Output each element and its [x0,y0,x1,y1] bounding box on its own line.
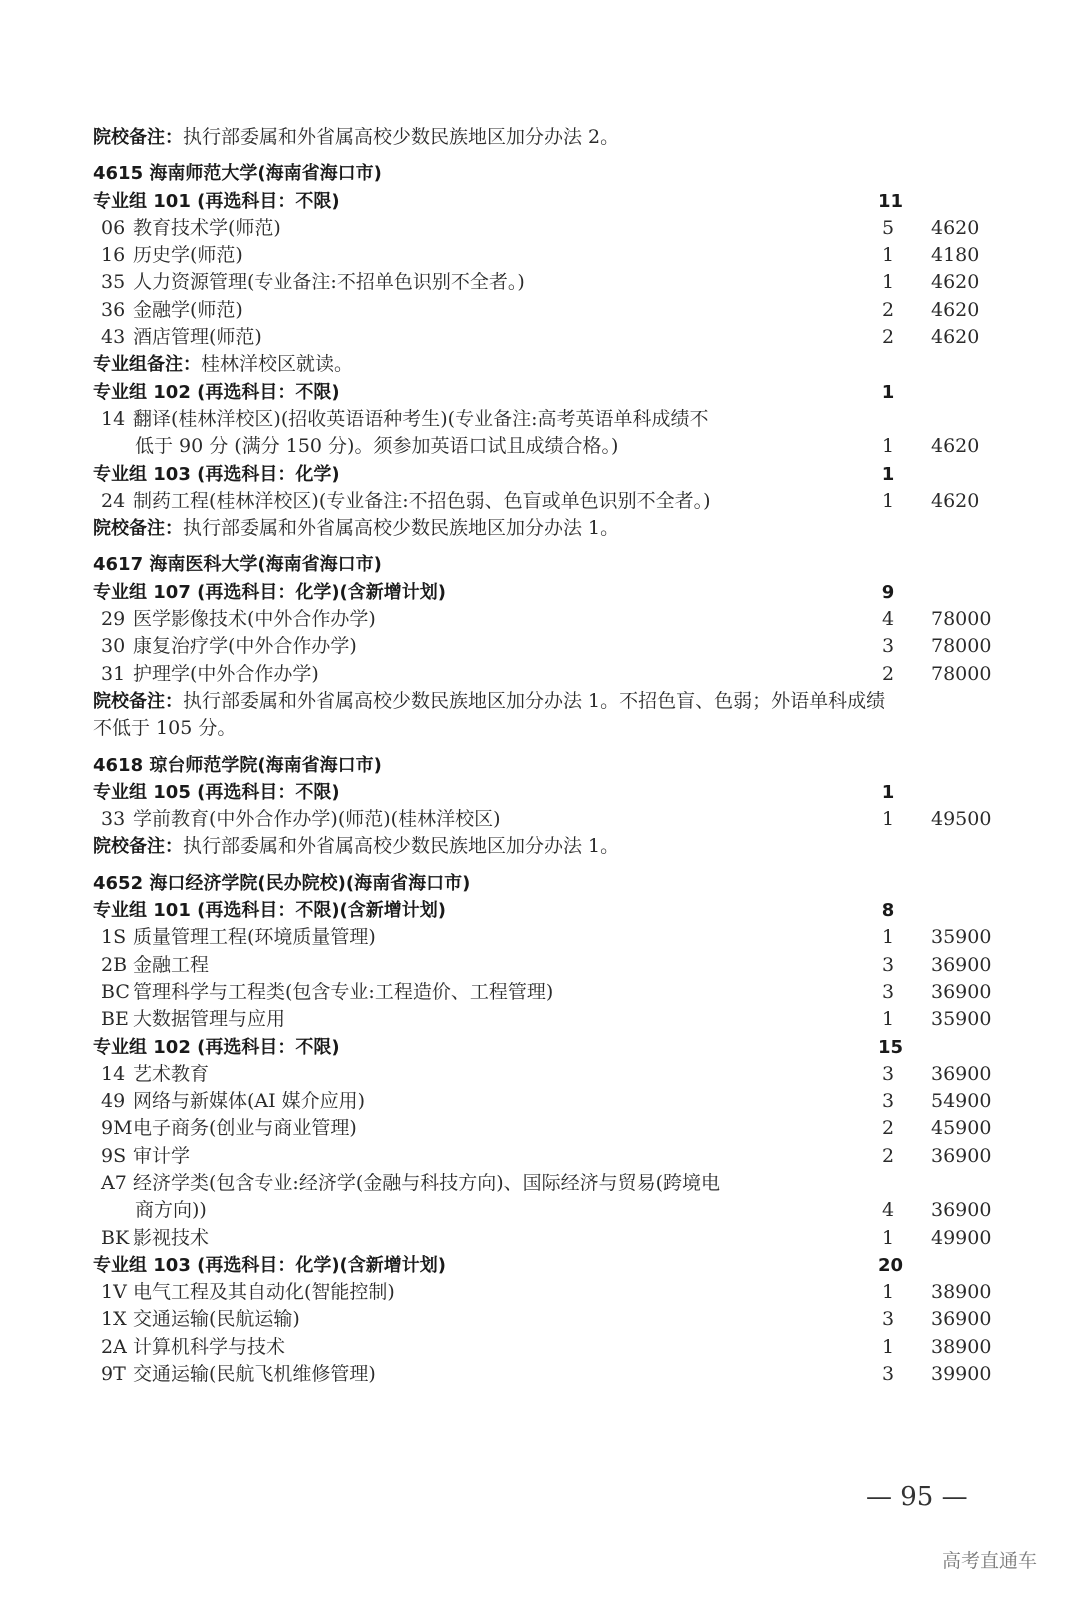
major-name: 交通运输(民航飞机维修管理) [133,1363,376,1386]
major-count: 1 [881,244,895,267]
major-group-heading [93,1034,1003,1061]
major-name: 电气工程及其自动化(智能控制) [133,1281,395,1304]
major-code: 31 [101,662,126,685]
major-name: 影视技术 [133,1226,210,1249]
major-code: 29 [101,608,126,631]
major-name: 学前教育(中外合作办学)(师范)(桂林洋校区) [133,808,501,831]
major-fee: 35900 [931,1008,992,1031]
major-code: 9T [101,1363,126,1386]
major-name: 历史学(师范) [133,244,243,267]
major-group-heading [93,1252,1003,1279]
major-code: 9S [101,1144,127,1167]
major-code: 24 [101,489,126,512]
major-fee: 4620 [931,298,980,321]
major-row [93,1143,1003,1170]
major-fee: 4620 [931,489,980,512]
major-fee: 45900 [931,1117,992,1140]
major-name: 金融工程 [133,953,210,976]
major-row [93,1361,1003,1388]
major-fee: 4620 [931,435,980,458]
major-name-continued: 商方向)) [135,1199,207,1222]
group-count: 1 [881,781,895,803]
major-name: 网络与新媒体(AI 媒介应用) [133,1090,366,1113]
major-group-heading [93,897,1003,924]
major-row [93,406,1003,433]
major-row [93,1115,1003,1142]
major-count: 1 [881,1226,895,1249]
major-count: 3 [881,635,895,658]
major-name: 交通运输(民航运输) [133,1308,300,1331]
group-title: 专业组 102 (再选科目：不限) [93,1036,340,1058]
major-row [93,806,1003,833]
major-fee: 4620 [931,326,980,349]
group-count: 20 [878,1254,904,1276]
major-name: 质量管理工程(环境质量管理) [133,926,376,949]
major-fee: 39900 [931,1363,992,1386]
major-code: 16 [101,244,126,267]
group-note [93,351,1003,378]
major-count: 5 [881,216,895,239]
major-name: 管理科学与工程类(包含专业:工程造价、工程管理) [133,980,554,1003]
group-title: 专业组 102 (再选科目：不限) [93,381,340,403]
page-number: — 95 — [866,1482,968,1512]
major-name: 审计学 [133,1144,191,1167]
major-row [93,269,1003,296]
major-count: 3 [881,1363,895,1386]
major-row [93,242,1003,269]
major-count: 3 [881,980,895,1003]
major-fee: 4620 [931,271,980,294]
major-name: 康复治疗学(中外合作办学) [133,635,357,658]
watermark: 高考直通车 [942,1550,1038,1572]
major-fee: 36900 [931,953,992,976]
group-count: 8 [881,900,895,922]
group-title: 专业组 103 (再选科目：化学) [93,463,340,485]
school-note-continued [93,715,1003,742]
major-code: 33 [101,808,126,831]
major-code: 14 [101,407,126,430]
group-title: 专业组 107 (再选科目：化学)(含新增计划) [93,581,447,603]
major-code: 1V [101,1281,127,1304]
major-name: 电子商务(创业与商业管理) [133,1117,357,1140]
group-count: 11 [878,190,904,212]
school-code: 4617 [93,554,144,576]
major-fee: 49500 [931,808,992,831]
note-label: 院校备注： [93,836,183,858]
school-heading [93,160,1003,187]
major-name: 金融学(师范) [133,298,243,321]
major-name: 人力资源管理(专业备注:不招单色识别不全者。) [133,271,525,294]
major-code: 30 [101,635,126,658]
note-text: 执行部委属和外省属高校少数民族地区加分办法 2。 [183,126,620,148]
note-text: 执行部委属和外省属高校少数民族地区加分办法 1。不招色盲、色弱；外语单科成绩 [183,689,886,712]
major-code: 2B [101,953,128,976]
major-row [93,1061,1003,1088]
major-group-heading [93,461,1003,488]
major-fee: 36900 [931,1199,992,1222]
major-name: 经济学类(包含专业:经济学(金融与科技方向)、国际经济与贸易(跨境电 [133,1171,721,1194]
major-code: 1S [101,926,127,949]
major-name: 制药工程(桂林洋校区)(专业备注:不招色弱、色盲或单色识别不全者。) [133,489,711,512]
major-code: BE [101,1008,129,1031]
document-body [93,124,1003,1388]
section-gap [93,542,1003,551]
major-count: 1 [881,1335,895,1358]
school-code: 4615 [93,163,144,185]
major-count: 2 [881,326,895,349]
school-name: 海口经济学院(民办院校)(海南省海口市) [149,872,471,894]
major-row [93,1334,1003,1361]
school-note [93,688,1003,715]
note-label: 院校备注： [93,690,183,712]
group-count: 1 [881,463,895,485]
major-row-continued [93,1197,1003,1224]
note-text: 执行部委属和外省属高校少数民族地区加分办法 1。 [183,517,620,540]
school-heading [93,551,1003,578]
major-row [93,606,1003,633]
school-note [93,833,1003,860]
major-name: 大数据管理与应用 [133,1008,286,1031]
note-text: 执行部委属和外省属高校少数民族地区加分办法 1。 [183,835,620,858]
major-count: 1 [881,271,895,294]
major-code: 36 [101,298,126,321]
group-title: 专业组 105 (再选科目：不限) [93,781,340,803]
major-row [93,1225,1003,1252]
major-fee: 38900 [931,1281,992,1304]
major-row [93,924,1003,951]
major-row [93,1306,1003,1333]
major-fee: 36900 [931,1308,992,1331]
group-count: 15 [878,1036,904,1058]
note-label: 院校备注： [93,127,183,148]
major-code: 1X [101,1308,127,1331]
major-fee: 78000 [931,635,992,658]
school-note [93,124,1003,151]
group-title: 专业组 101 (再选科目：不限)(含新增计划) [93,900,447,922]
major-row [93,1170,1003,1197]
major-code: 14 [101,1062,126,1085]
section-gap [93,743,1003,752]
major-code: BK [101,1226,130,1249]
major-code: 2A [101,1335,127,1358]
school-note [93,515,1003,542]
major-row [93,215,1003,242]
group-count: 1 [881,381,895,403]
major-name: 艺术教育 [133,1062,210,1085]
major-group-heading [93,379,1003,406]
major-count: 2 [881,1117,895,1140]
school-name: 琼台师范学院(海南省海口市) [149,754,382,776]
major-code: 9M [101,1117,133,1140]
major-count: 3 [881,1062,895,1085]
major-count: 2 [881,298,895,321]
group-title: 专业组 101 (再选科目：不限) [93,190,340,212]
major-name: 酒店管理(师范) [133,326,262,349]
major-group-heading [93,579,1003,606]
major-fee: 78000 [931,662,992,685]
major-name-continued: 低于 90 分 (满分 150 分)。须参加英语口试且成绩合格。) [135,435,619,458]
major-fee: 54900 [931,1090,992,1113]
major-row [93,488,1003,515]
major-name: 计算机科学与技术 [133,1335,286,1358]
major-name: 翻译(桂林洋校区)(招收英语语种考生)(专业备注:高考英语单科成绩不 [133,407,709,430]
section-gap [93,151,1003,160]
major-fee: 36900 [931,980,992,1003]
major-fee: 78000 [931,608,992,631]
major-code: BC [101,980,130,1003]
major-group-heading [93,188,1003,215]
major-name: 护理学(中外合作办学) [133,662,319,685]
major-count: 1 [881,926,895,949]
major-fee: 35900 [931,926,992,949]
major-count: 1 [881,808,895,831]
major-count: 1 [881,1008,895,1031]
major-count: 2 [881,662,895,685]
note-label: 专业组备注： [93,354,201,376]
major-count: 3 [881,1090,895,1113]
major-row [93,297,1003,324]
major-code: 35 [101,271,126,294]
school-heading [93,870,1003,897]
major-name: 教育技术学(师范) [133,216,281,239]
major-row [93,633,1003,660]
school-heading [93,752,1003,779]
major-fee: 4180 [931,244,980,267]
school-code: 4618 [93,754,144,776]
major-row [93,1088,1003,1115]
school-name: 海南师范大学(海南省海口市) [149,163,382,185]
major-count: 4 [881,1199,895,1222]
major-fee: 36900 [931,1062,992,1085]
major-fee: 49900 [931,1226,992,1249]
group-title: 专业组 103 (再选科目：化学)(含新增计划) [93,1254,447,1276]
note-label: 院校备注： [93,518,183,540]
major-fee: 36900 [931,1144,992,1167]
major-code: 06 [101,216,126,239]
school-code: 4652 [93,872,144,894]
major-fee: 4620 [931,216,980,239]
major-count: 1 [881,489,895,512]
major-count: 3 [881,953,895,976]
major-row [93,661,1003,688]
major-row-continued [93,433,1003,460]
major-row [93,952,1003,979]
major-count: 1 [881,435,895,458]
major-row [93,1006,1003,1033]
section-gap [93,861,1003,870]
major-group-heading [93,779,1003,806]
major-count: 3 [881,1308,895,1331]
major-code: 43 [101,326,126,349]
major-fee: 38900 [931,1335,992,1358]
major-count: 1 [881,1281,895,1304]
school-name: 海南医科大学(海南省海口市) [149,554,382,576]
major-row [93,979,1003,1006]
note-text: 不低于 105 分。 [93,717,237,740]
note-text: 桂林洋校区就读。 [201,353,354,376]
group-count: 9 [881,581,895,603]
major-code: A7 [101,1171,127,1194]
major-name: 医学影像技术(中外合作办学) [133,608,376,631]
major-row [93,1279,1003,1306]
major-row [93,324,1003,351]
major-count: 4 [881,608,895,631]
major-count: 2 [881,1144,895,1167]
major-code: 49 [101,1090,126,1113]
